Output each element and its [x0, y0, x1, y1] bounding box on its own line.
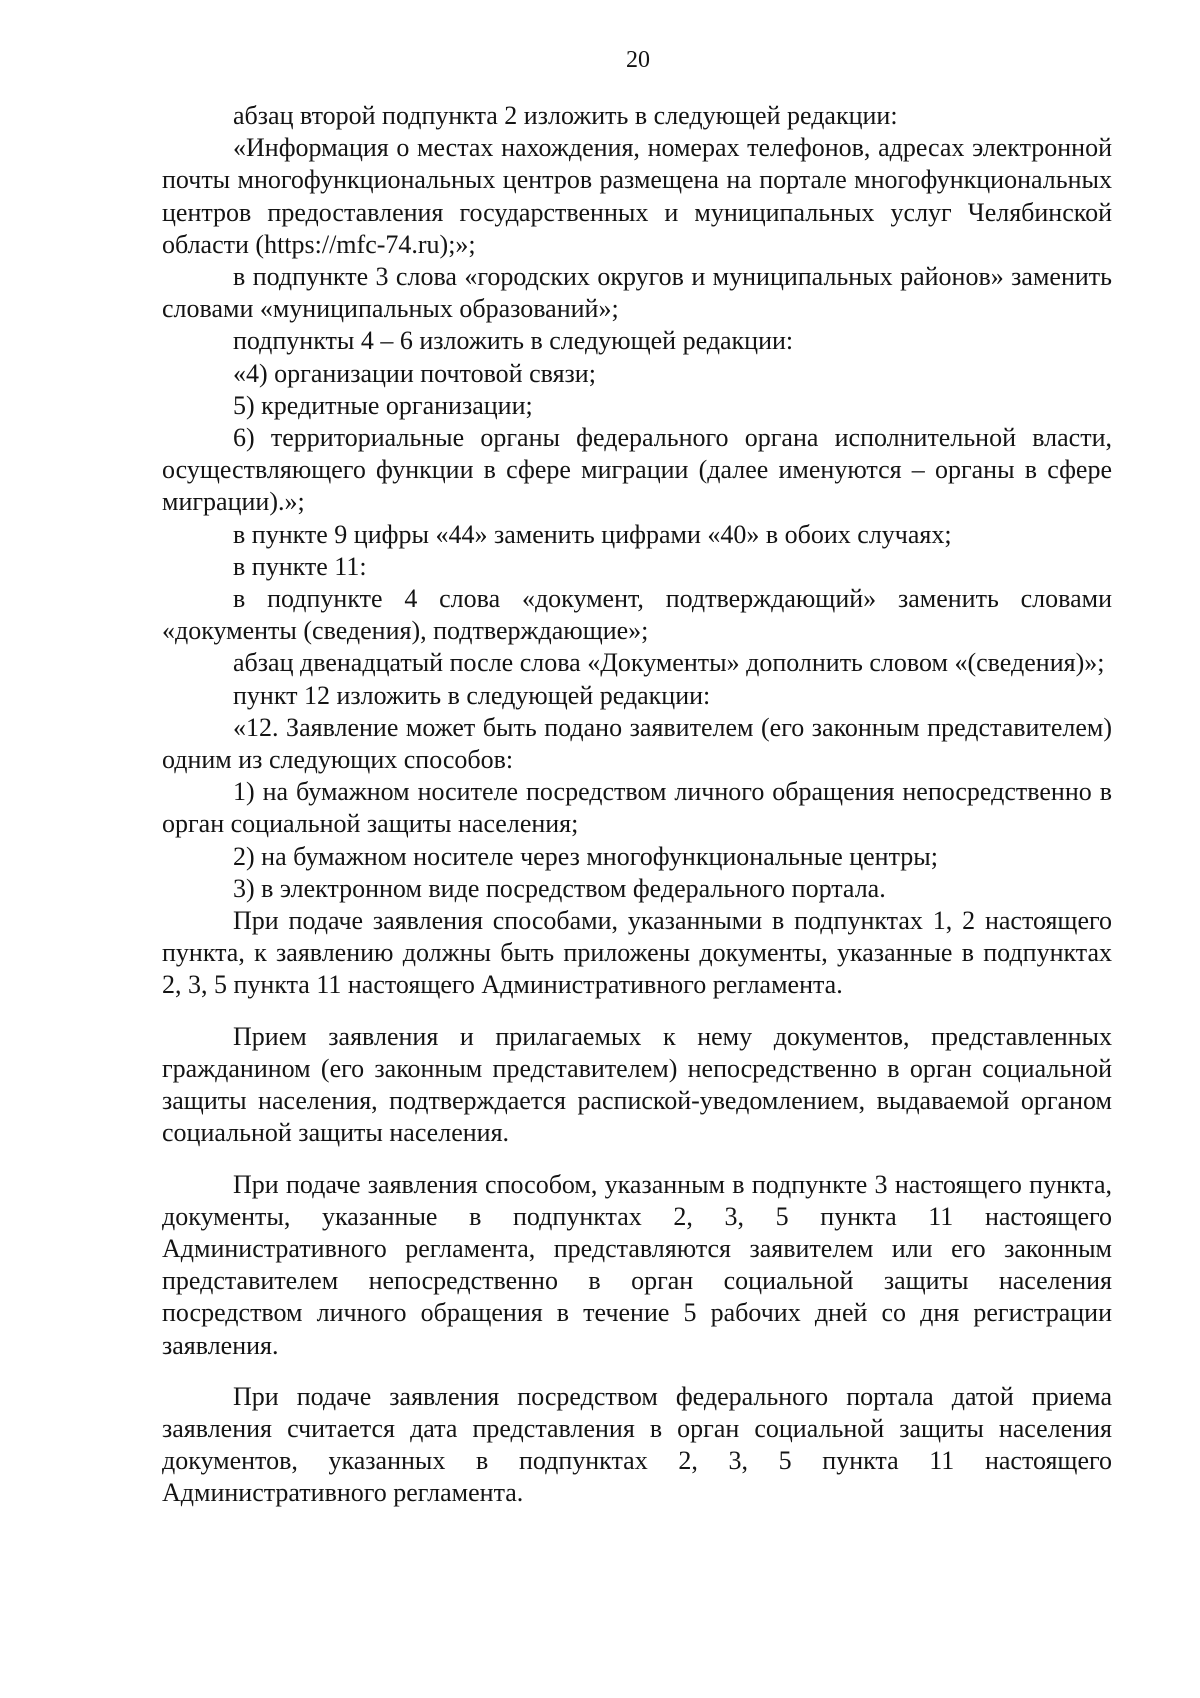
paragraph: в подпункте 3 слова «городских округов и муниципальных районов» заменить словами «муниципальных образований»; [162, 262, 1112, 324]
paragraph: в подпункте 4 слова «документ, подтверждающий» заменить словами «документы (сведения), подтверждающие»; [162, 584, 1112, 646]
paragraph: в пункте 9 цифры «44» заменить цифрами «40» в обоих случаях; [233, 519, 952, 549]
paragraph: абзац второй подпункта 2 изложить в следующей редакции: [233, 101, 898, 130]
paragraph: 6) территориальные органы федерального органа исполнительной власти, осуществляющего функции в сфере миграции (далее именуются – органы в сфере миграции).»; [162, 423, 1112, 517]
paragraph: 5) кредитные организации; [233, 390, 533, 420]
paragraph: «4) организации почтовой связи; [233, 358, 596, 388]
paragraph: 3) в электронном виде посредством федерального портала. [233, 873, 886, 903]
paragraph: «Информация о местах нахождения, номерах телефонов, адресах электронной почты многофункциональных центров размещена на портале многофункциональных центров предоставления государственных и муниципальных услуг Челябинской области (https://mfc-74.ru);»; [162, 133, 1112, 259]
paragraph: «12. Заявление может быть подано заявителем (его законным представителем) одним из следующих способов: [162, 712, 1112, 775]
paragraph: 2) на бумажном носителе через многофункциональные центры; [233, 841, 938, 871]
paragraph: абзац двенадцатый после слова «Документы» дополнить словом «(сведения)»; [233, 648, 1105, 678]
paragraph: пункт 12 изложить в следующей редакции: [233, 680, 711, 710]
paragraph: При подаче заявления способами, указанными в подпунктах 1, 2 настоящего пункта, к заявлению должны быть приложены документы, указанные в подпунктах 2, 3, 5 пункта 11 настоящего Административного регламента. [162, 906, 1112, 1000]
page-number: 20 [626, 47, 650, 73]
document-body [162, 100, 1112, 1510]
paragraph: Прием заявления и прилагаемых к нему документов, представленных гражданином (его законным представителем) непосредственно в орган социальной защиты населения, подтверждается распиской-уведомлением, выдаваемой органом социальной защиты населения. [162, 1021, 1112, 1148]
paragraph: в пункте 11: [233, 551, 367, 581]
paragraph: При подаче заявления способом, указанным в подпункте 3 настоящего пункта, документы, указанные в подпунктах 2, 3, 5 пункта 11 настоящего Административного регламента, представляются заявителем или его законным представителем непосредственно в орган социальной защиты населения посредством личного обращения в течение 5 рабочих дней со дня регистрации заявления. [162, 1169, 1112, 1360]
paragraph: При подаче заявления посредством федерального портала датой приема заявления считается дата представления в орган социальной защиты населения документов, указанных в подпунктах 2, 3, 5 пункта 11 настоящего Административного регламента. [162, 1381, 1112, 1508]
paragraph: подпункты 4 – 6 изложить в следующей редакции: [233, 326, 794, 356]
paragraph: 1) на бумажном носителе посредством личного обращения непосредственно в орган социальной защиты населения; [162, 777, 1112, 839]
